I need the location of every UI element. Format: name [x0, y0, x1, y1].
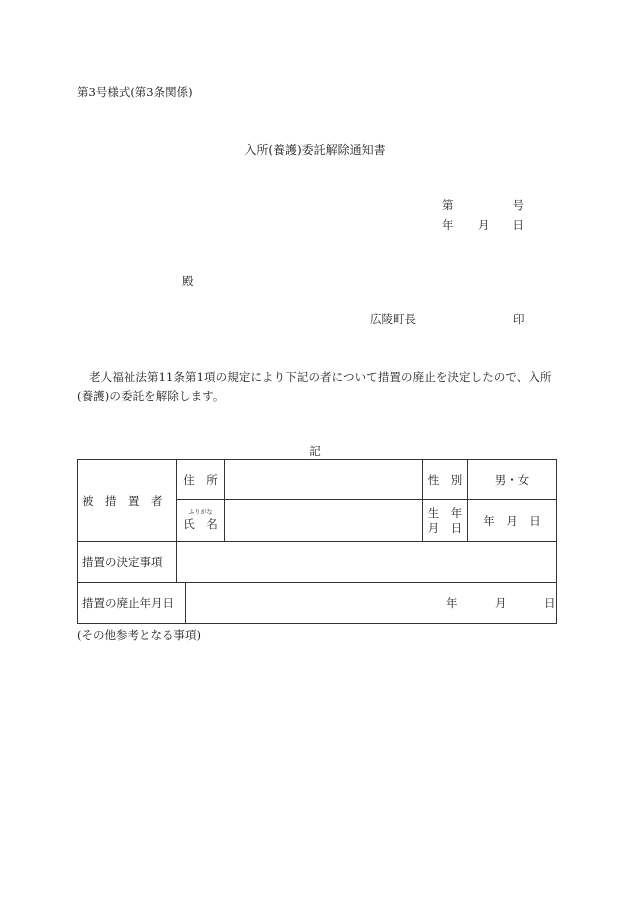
issuer-name: 広陵町長: [370, 312, 416, 326]
furigana-label: ふりがな: [188, 509, 213, 516]
birth-label-line2: 月 日: [427, 520, 463, 535]
decision-field[interactable]: [177, 542, 557, 583]
address-label: 住 所: [183, 472, 218, 487]
form-number-label: 第3号様式(第3条関係): [77, 85, 193, 99]
gender-label: 性 別: [427, 472, 463, 487]
abolition-label-cell: [78, 583, 186, 624]
subject-header-cell: [78, 460, 177, 542]
gender-label-cell: [423, 460, 468, 500]
abolition-day: 日: [544, 596, 556, 610]
decision-label-cell: [78, 542, 177, 583]
gender-field[interactable]: [468, 460, 557, 500]
seal-mark: 印: [513, 312, 525, 326]
abolition-date-field[interactable]: [186, 583, 557, 624]
record-table: [77, 459, 557, 624]
number-suffix: 号: [512, 198, 524, 212]
address-label-cell: [177, 460, 225, 500]
date-month: 月: [478, 218, 490, 232]
body-paragraph: 老人福祉法第11条第1項の規定により下記の者について措置の廃止を決定したので、入所(養護)の委託を解除します。: [77, 370, 552, 403]
abolition-year: 年: [446, 596, 458, 610]
name-field[interactable]: [225, 500, 423, 542]
birth-label-cell: [423, 500, 468, 542]
abolition-month: 月: [495, 596, 507, 610]
address-field[interactable]: [225, 460, 423, 500]
birthdate-field[interactable]: [468, 500, 557, 542]
date-year: 年: [442, 218, 454, 232]
birthdate-value: 年 月 日: [483, 513, 541, 528]
birth-label-line1: 生 年: [427, 505, 463, 520]
footnote: (その他参考となる事項): [77, 628, 201, 642]
date-day: 日: [512, 218, 524, 232]
name-label-cell: [177, 500, 225, 542]
document-title: 入所(養護)委託解除通知書: [244, 143, 386, 157]
number-prefix: 第: [442, 198, 454, 212]
ki-heading: 記: [309, 444, 321, 458]
addressee-honorific: 殿: [182, 274, 194, 288]
decision-label: 措置の決定事項: [82, 555, 163, 569]
gender-value: 男・女: [494, 472, 530, 487]
name-label: 氏 名: [183, 517, 218, 531]
subject-header: 被 措 置 者: [82, 493, 163, 508]
abolition-label: 措置の廃止年月日: [82, 596, 174, 610]
